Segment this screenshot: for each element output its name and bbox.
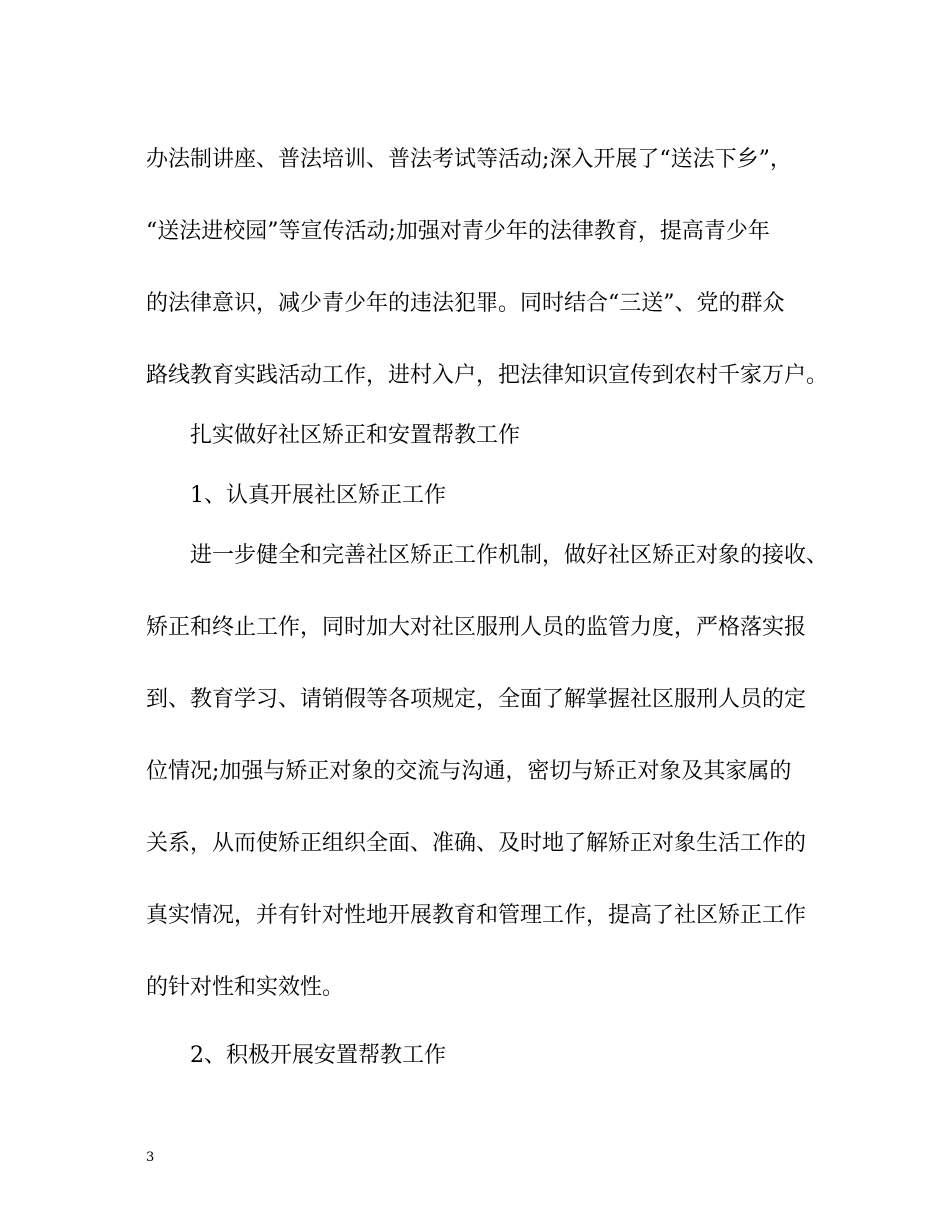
body-text-line: 位情况;加强与矫正对象的交流与沟通，密切与矫正对象及其家属的 bbox=[146, 759, 792, 784]
body-text-line: 路线教育实践活动工作，进村入户，把法律知识宣传到农村千家万户。 bbox=[146, 363, 829, 388]
subsection-heading: 2、积极开展安置帮教工作 bbox=[190, 1043, 446, 1068]
body-text-line: “送法进校园”等宣传活动;加强对青少年的法律教育，提高青少年 bbox=[146, 219, 770, 244]
body-text-line: 的法律意识，减少青少年的违法犯罪。同时结合“三送”、党的群众 bbox=[146, 291, 785, 316]
body-text-line: 真实情况，并有针对性地开展教育和管理工作，提高了社区矫正工作 bbox=[146, 903, 807, 928]
page-number: 3 bbox=[146, 1150, 155, 1165]
body-text-line: 进一步健全和完善社区矫正工作机制，做好社区矫正对象的接收、 bbox=[190, 543, 829, 568]
body-text-line: 关系，从而使矫正组织全面、准确、及时地了解矫正对象生活工作的 bbox=[146, 831, 807, 856]
body-text-line: 办法制讲座、普法培训、普法考试等活动;深入开展了“送法下乡”， bbox=[146, 147, 792, 172]
subsection-heading: 1、认真开展社区矫正工作 bbox=[190, 483, 446, 508]
body-text-line: 矫正和终止工作，同时加大对社区服刑人员的监管力度，严格落实报 bbox=[146, 615, 807, 640]
body-text-line: 到、教育学习、请销假等各项规定，全面了解掌握社区服刑人员的定 bbox=[146, 687, 807, 712]
body-text-line: 的针对性和实效性。 bbox=[146, 975, 345, 1000]
section-heading: 扎实做好社区矫正和安置帮教工作 bbox=[190, 423, 521, 448]
